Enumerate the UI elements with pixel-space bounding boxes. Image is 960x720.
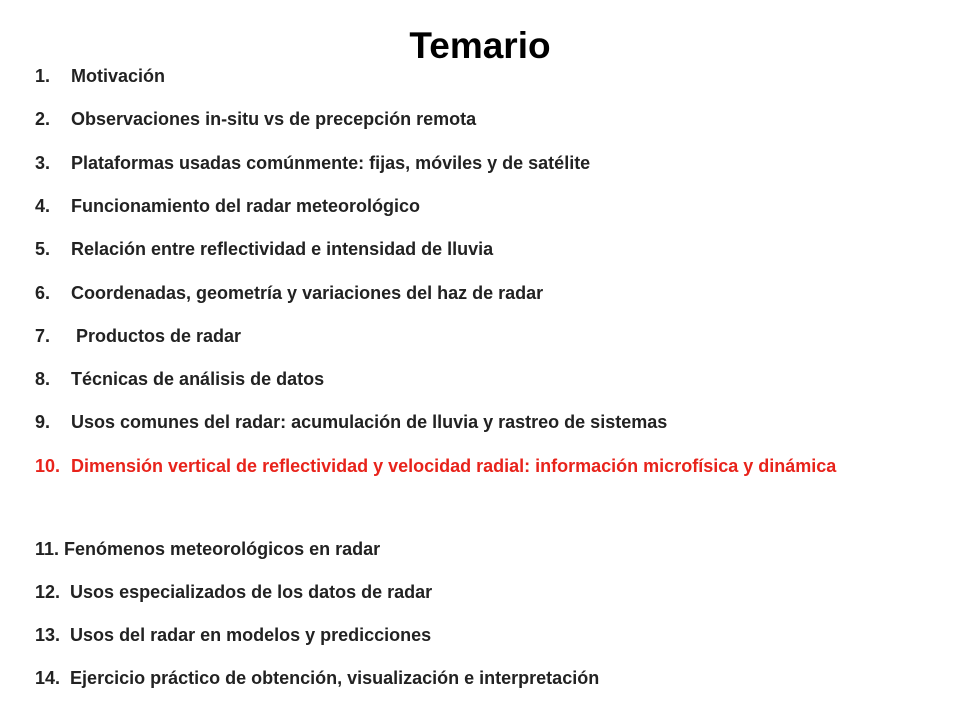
item-number: 12. bbox=[35, 582, 61, 602]
list-item bbox=[35, 668, 905, 688]
item-number: 7. bbox=[35, 326, 51, 346]
list-item bbox=[35, 412, 905, 432]
item-number: 9. bbox=[35, 412, 51, 432]
item-text: Productos de radar bbox=[71, 326, 242, 346]
list-item-highlighted bbox=[35, 446, 895, 486]
item-number: 4. bbox=[35, 196, 51, 216]
list-item bbox=[35, 625, 905, 645]
list-item bbox=[35, 369, 905, 389]
item-text: Fenómenos meteorológicos en radar bbox=[64, 539, 381, 559]
list-item bbox=[35, 539, 905, 559]
slide-title: Temario bbox=[409, 25, 551, 66]
item-text: Usos del radar en modelos y predicciones bbox=[70, 625, 432, 645]
list-item bbox=[35, 582, 905, 602]
item-number: 11. bbox=[35, 539, 60, 559]
item-number: 10. bbox=[35, 456, 61, 476]
item-text: Dimensión vertical de reflectividad y velocidad radial: información microfísica y dinámica bbox=[71, 456, 837, 476]
list-item bbox=[35, 153, 905, 173]
list-item bbox=[35, 239, 905, 259]
item-text: Relación entre reflectividad e intensidad de lluvia bbox=[71, 239, 494, 259]
item-text: Observaciones in-situ vs de precepción remota bbox=[71, 109, 477, 129]
item-text: Usos comunes del radar: acumulación de lluvia y rastreo de sistemas bbox=[71, 412, 668, 432]
item-text: Usos especializados de los datos de radar bbox=[70, 582, 433, 602]
list-item bbox=[35, 66, 905, 86]
item-number: 5. bbox=[35, 239, 51, 259]
list-item bbox=[35, 326, 905, 346]
item-number: 1. bbox=[35, 66, 51, 86]
item-number: 2. bbox=[35, 109, 51, 129]
list-item bbox=[35, 109, 905, 129]
item-text: Coordenadas, geometría y variaciones del haz de radar bbox=[71, 283, 544, 303]
item-number: 14. bbox=[35, 668, 61, 688]
item-text: Ejercicio práctico de obtención, visualización e interpretación bbox=[70, 668, 600, 688]
item-number: 6. bbox=[35, 283, 51, 303]
item-text: Motivación bbox=[71, 66, 166, 86]
list-item bbox=[35, 196, 905, 216]
item-text: Plataformas usadas comúnmente: fijas, móviles y de satélite bbox=[71, 153, 591, 173]
list-item bbox=[35, 283, 905, 303]
item-number: 8. bbox=[35, 369, 51, 389]
item-number: 13. bbox=[35, 625, 61, 645]
item-text: Funcionamiento del radar meteorológico bbox=[71, 196, 421, 216]
item-number: 3. bbox=[35, 153, 51, 173]
item-text: Técnicas de análisis de datos bbox=[71, 369, 325, 389]
